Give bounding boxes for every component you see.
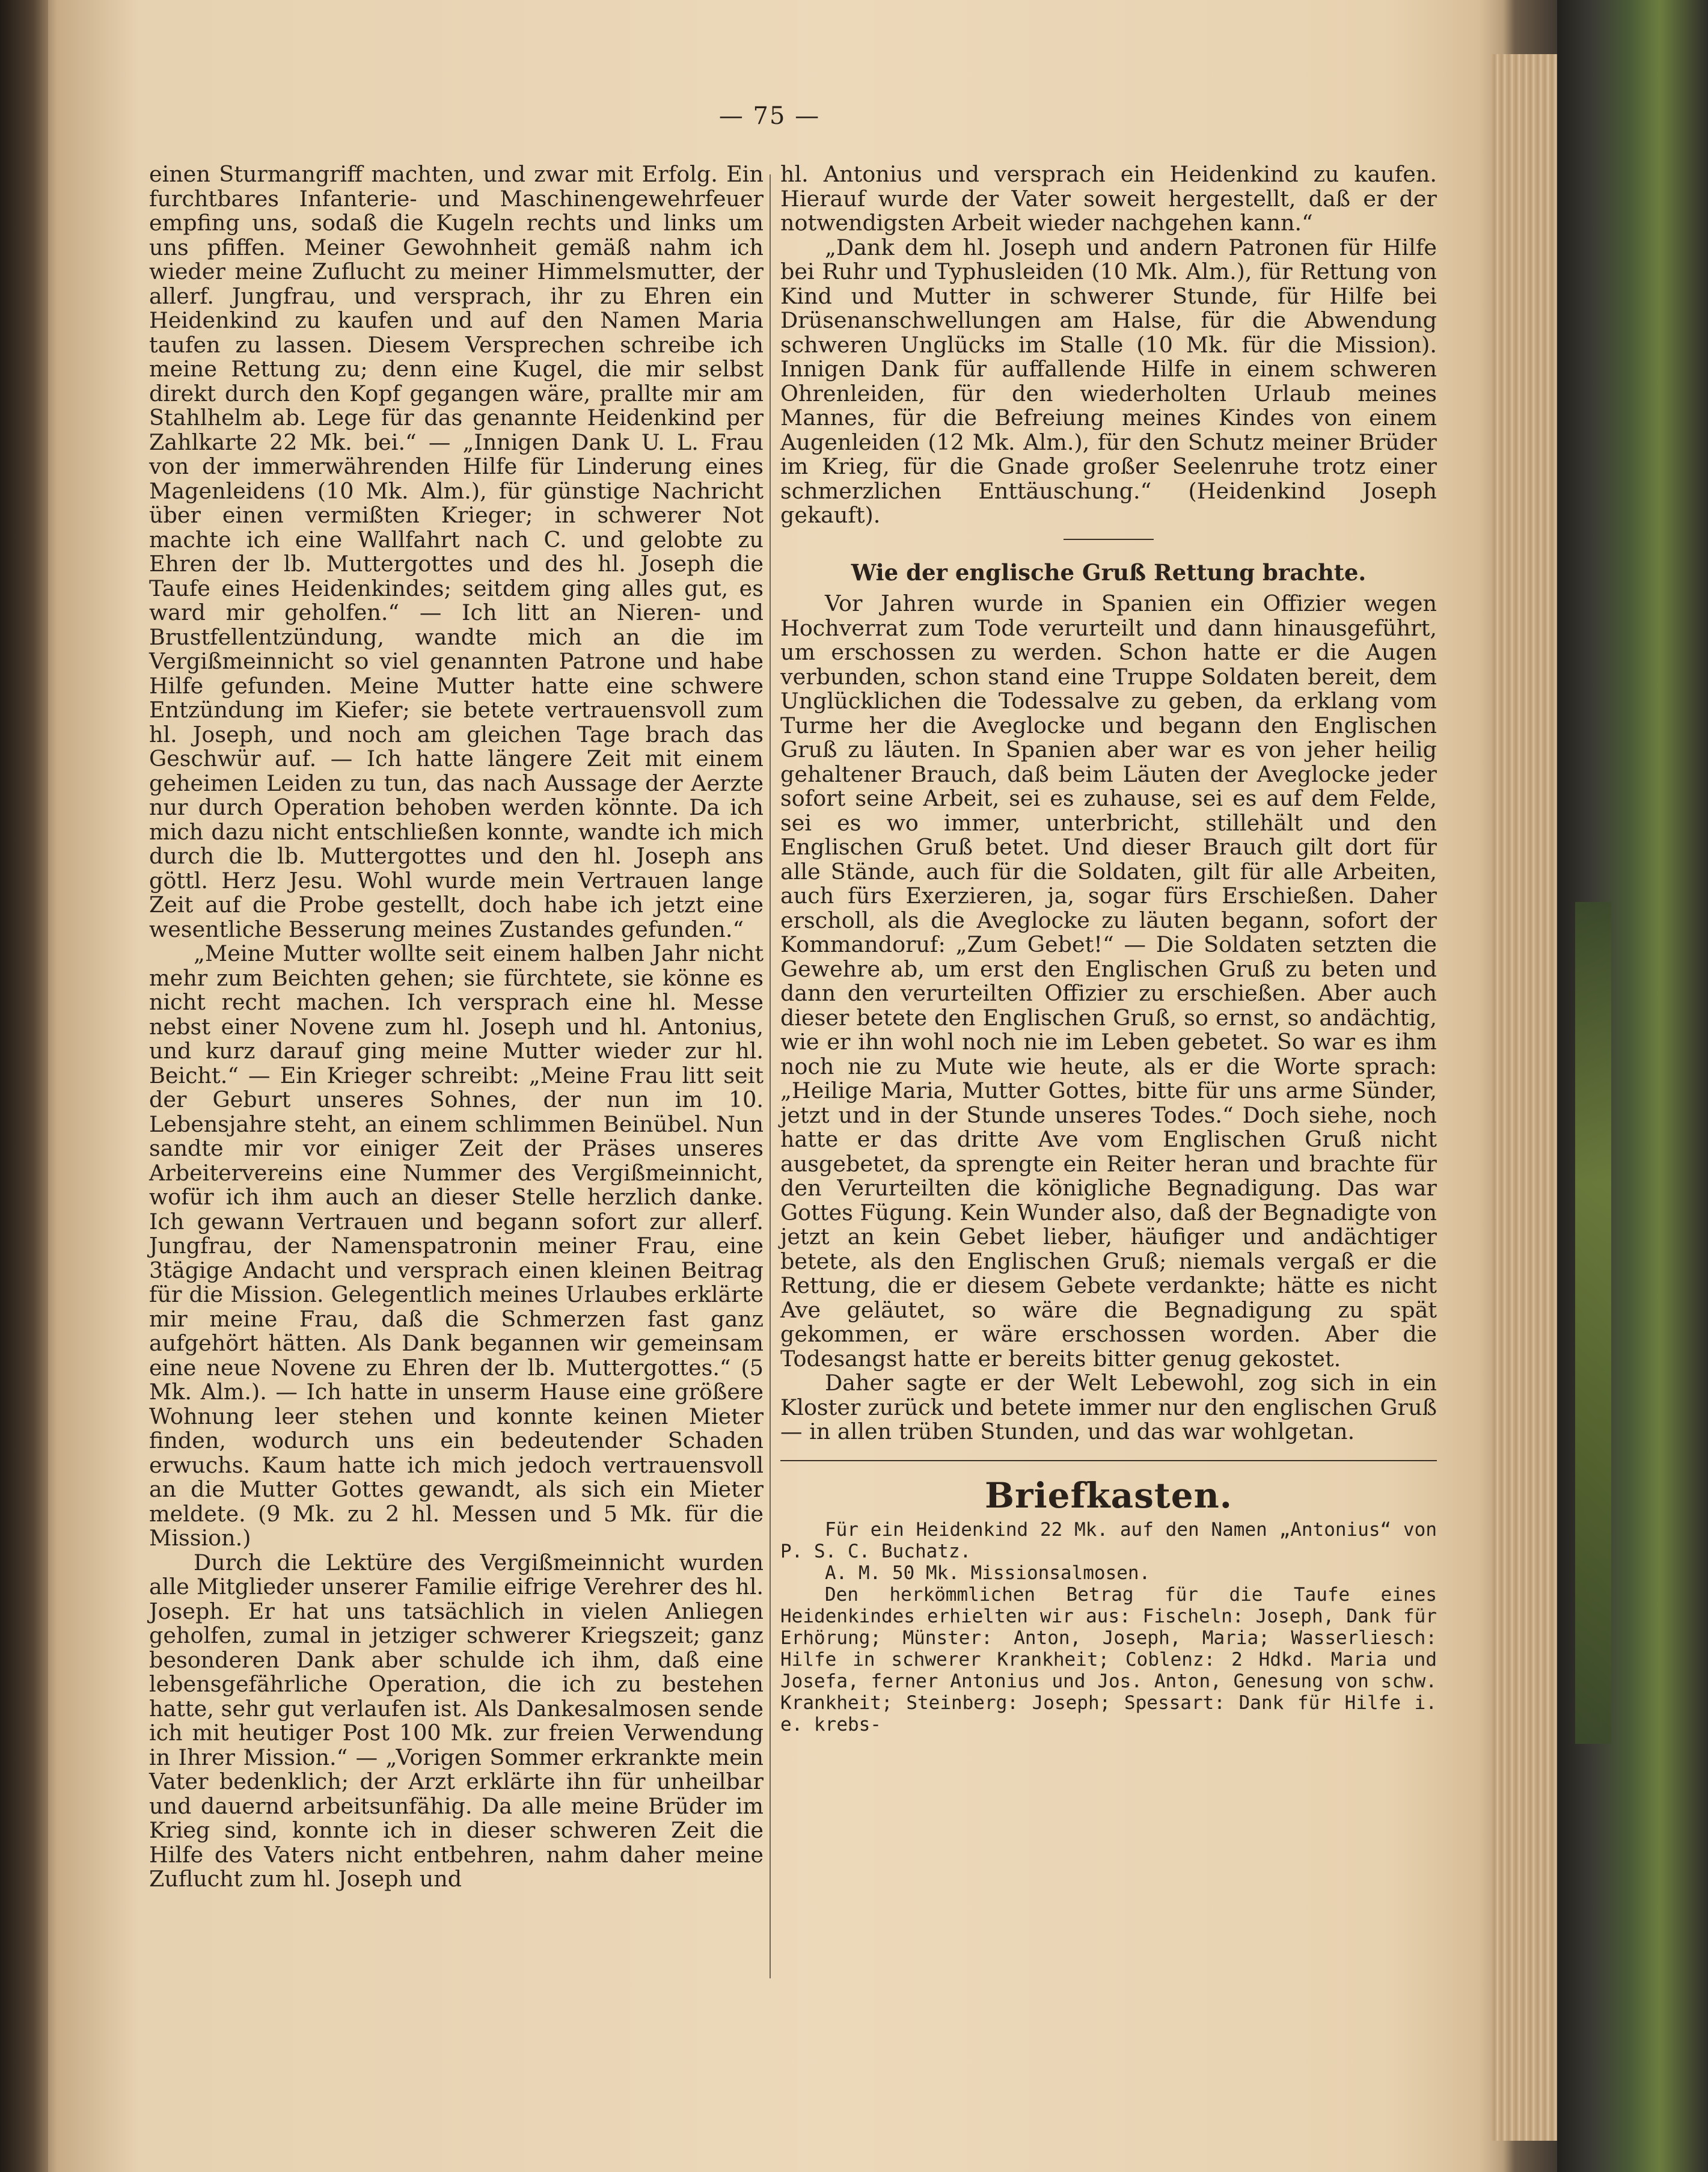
left-paragraph-2: „Meine Mutter wollte seit einem halben Jahr nicht mehr zum Beichten gehen; sie fürchtete, sie könne es nicht recht machen. Ich versprach eine hl. Messe nebst einer Novene zum hl. Joseph und hl. Antonius, und kurz darauf ging meine Mutter wieder zur hl. Beicht.“ — Ein Krieger schreibt: „Meine Frau litt seit der Geburt unseres Sohnes, der nun im 10. Lebensjahre steht, an einem schlimmen Beinübel. Nun sandte mir vor einiger Zeit der Präses unseres Arbeitervereins eine Nummer des Vergißmeinnicht, wofür ich ihm auch an dieser Stelle herzlich danke. Ich gewann Vertrauen und begann sofort zur allerf. Jungfrau, der Namenspatronin meiner Frau, eine 3tägige Andacht und versprach einen kleinen Beitrag für die Mission. Gelegentlich meines Urlaubes erklärte mir meine Frau, daß die Schmerzen fast ganz aufgehört hätten. Als Dank begannen wir gemeinsam eine neue Novene zu Ehren der lb. Muttergottes.“ (5 Mk. Alm.). — Ich hatte in unserm Hause eine größere Wohnung leer stehen und konnte keinen Mieter finden, wodurch uns ein bedeutender Schaden erwuchs. Kaum hatte ich mich jedoch vertrauensvoll an die Mutter Gottes gewandt, als sich ein Mieter meldete. (9 Mk. zu 2 hl. Messen und 5 Mk. für die Mission.): [149, 940, 764, 1551]
article-paragraph-1: Vor Jahren wurde in Spanien ein Offizier wegen Hochverrat zum Tode verurteilt und dann hinausgeführt, um erschossen zu werden. Schon hatte er die Augen verbunden, schon stand eine Truppe Soldaten bereit, dem Unglücklichen die Todessalve zu geben, da erklang vom Turme her die Aveglocke und begann den Englischen Gruß zu läuten. In Spanien aber war es von jeher heilig gehaltener Brauch, daß beim Läuten der Aveglocke jeder sofort seine Arbeit, sei es zuhause, sei es auf dem Felde, sei es wo immer, unterbricht, stillehält und den Englischen Gruß betet. Und dieser Brauch gilt dort für alle Stände, auch für die Soldaten, gilt für alle Arbeiten, auch fürs Exerzieren, ja, sogar fürs Erschießen. Daher erscholl, als die Aveglocke zu läuten begann, sofort der Kommandoruf: „Zum Gebet!“ — Die Soldaten setzten die Gewehre ab, um erst den Englischen Gruß zu beten und dann den verurteilten Offizier zu erschießen. Aber auch dieser betete den Englischen Gruß, so ernst, so andächtig, wie er ihn wohl noch nie im Leben gebetet. So war es ihm noch nie zu Mute wie heute, als er die Worte sprach: „Heilige Maria, Mutter Gottes, bitte für uns arme Sünder, jetzt und in der Stunde unseres Todes.“ Doch siehe, noch hatte er das dritte Ave vom Englischen Gruß nicht ausgebetet, da sprengte ein Reiter heran und brachte für den Verurteilten die königliche Begnadigung. Das war Gottes Fügung. Kein Wunder also, daß der Begnadigte von jetzt an kein Gebet lieber, häufiger und andächtiger betete, als den Englischen Gruß; niemals vergaß er die Rettung, die er diesem Gebete verdankte; hätte es nicht Ave geläutet, so wäre die Begnadigung zu spät gekommen, er wäre erschossen worden. Aber die Todesangst hatte er bereits bitter genug gekostet.: [780, 591, 1437, 1372]
left-paragraph-3: Durch die Lektüre des Vergißmeinnicht wurden alle Mitglieder unserer Familie eifrige Verehrer des hl. Joseph. Er hat uns tatsächlich in vielen Anliegen geholfen, zumal in jetziger schwerer Kriegszeit; ganz besonderen Dank aber schulde ich ihm, daß eine lebensgefährliche Operation, die ich zu bestehen hatte, sehr gut verlaufen ist. Als Dankesalmosen sende ich mit heutiger Post 100 Mk. zur freien Verwendung in Ihrer Mission.“ — „Vorigen Sommer erkrankte mein Vater bedenklich; der Arzt erklärte ihn für unheilbar und dauernd arbeitsunfähig. Da alle meine Brüder im Krieg sind, konnte ich in dieser schweren Zeit die Hilfe des Vaters nicht entbehren, nahm daher meine Zuflucht zum hl. Joseph und: [149, 1549, 764, 1892]
letterbox-rule: [780, 1460, 1437, 1461]
left-page-edge: [0, 0, 48, 2172]
right-paragraph-2: „Dank dem hl. Joseph und andern Patronen für Hilfe bei Ruhr und Typhusleiden (10 Mk. Alm.), für Rettung von Kind und Mutter in schwerer Stunde, für Hilfe bei Drüsenanschwellungen am Halse, für die Abwendung schweren Unglücks im Stalle (10 Mk. für die Mission). Innigen Dank für auffallende Hilfe in einem schweren Ohrenleiden, für den wiederholten Urlaub meines Mannes, für die Befreiung meines Kindes von einem Augenleiden (12 Mk. Alm.), für den Schutz meiner Brüder im Krieg, für die Gnade großer Seelenruhe trotz einer schmerzlichen Enttäuschung.“ (Heidenkind Joseph gekauft).: [780, 234, 1437, 528]
letterbox-title: Briefkasten.: [985, 1474, 1232, 1516]
right-column: [780, 162, 1437, 1735]
letterbox-entry-3: Den herkömmlichen Betrag für die Taufe eines Heidenkindes erhielten wir aus: Fischeln: Joseph, Dank für Erhörung; Münster: Anton, Joseph, Maria; Wasserliesch: Hilfe in schwerer Krankheit; Coblenz: 2 Hdkd. Maria und Josefa, ferner Antonius und Jos. Anton, Genesung von schw. Krankheit; Steinberg: Joseph; Spessart: Dank für Hilfe i. e. krebs-: [780, 1583, 1437, 1735]
book-page: [48, 0, 1491, 2172]
article-paragraph-2: Daher sagte er der Welt Lebewohl, zog sich in ein Kloster zurück und betete immer nur den englischen Gruß — in allen trüben Stunden, und das war wohlgetan.: [780, 1370, 1437, 1444]
left-paragraph-1: einen Sturmangriff machten, und zwar mit Erfolg. Ein furchtbares Infanterie- und Maschinengewehrfeuer empfing uns, sodaß die Kugeln rechts und links um uns pfiffen. Meiner Gewohnheit gemäß nahm ich wieder meine Zuflucht zu meiner Himmelsmutter, der allerf. Jungfrau, und versprach, ihr zu Ehren ein Heidenkind zu kaufen und auf den Namen Maria taufen zu lassen. Diesem Versprechen schreibe ich meine Rettung zu; denn eine Kugel, die mir selbst direkt durch den Kopf gegangen wäre, prallte mir am Stahlhelm ab. Lege für das genannte Heidenkind per Zahlkarte 22 Mk. bei.“ — „Innigen Dank U. L. Frau von der immerwährenden Hilfe für Linderung eines Magenleidens (10 Mk. Alm.), für günstige Nachricht über einen vermißten Krieger; in schwerer Not machte ich eine Wallfahrt nach C. und gelobte zu Ehren der lb. Muttergottes und des hl. Joseph die Taufe eines Heidenkindes; seitdem ging alles gut, es ward mir geholfen.“ — Ich litt an Nieren- und Brustfellentzündung, wandte mich an die im Vergißmeinnicht so viel genannten Patrone und habe Hilfe gefunden. Meine Mutter hatte eine schwere Entzündung im Kiefer; sie betete vertrauensvoll zum hl. Joseph, und noch am gleichen Tage brach das Geschwür auf. — Ich hatte längere Zeit mit einem geheimen Leiden zu tun, das nach Aussage der Aerzte nur durch Operation behoben werden könnte. Da ich mich dazu nicht entschließen konnte, wandte ich mich durch die lb. Muttergottes und den hl. Joseph ans göttl. Herz Jesu. Wohl wurde mein Vertrauen lange Zeit auf die Probe gestellt, doch habe ich jetzt eine wesentliche Besserung meines Zustandes gefunden.“: [149, 161, 764, 942]
page-number: — 75 —: [718, 102, 821, 130]
letterbox: [780, 1519, 1437, 1735]
letterbox-entry-2: A. M. 50 Mk. Missionsalmosen.: [825, 1562, 1151, 1584]
column-divider: [770, 174, 771, 1978]
cover-cloth-patch: [1575, 902, 1611, 1744]
article-title: Wie der englische Gruß Rettung brachte.: [851, 559, 1367, 586]
page-stack-edge: [1491, 54, 1557, 2141]
left-column: [149, 162, 764, 1892]
letterbox-entry-1: Für ein Heidenkind 22 Mk. auf den Namen „Antonius“ von P. S. C. Buchatz.: [780, 1518, 1437, 1562]
right-paragraph-1: hl. Antonius und versprach ein Heidenkind zu kaufen. Hierauf wurde der Vater soweit hergestellt, daß er der notwendigsten Arbeit wieder nachgehen kann.“: [780, 161, 1437, 236]
section-separator: [1064, 539, 1154, 540]
